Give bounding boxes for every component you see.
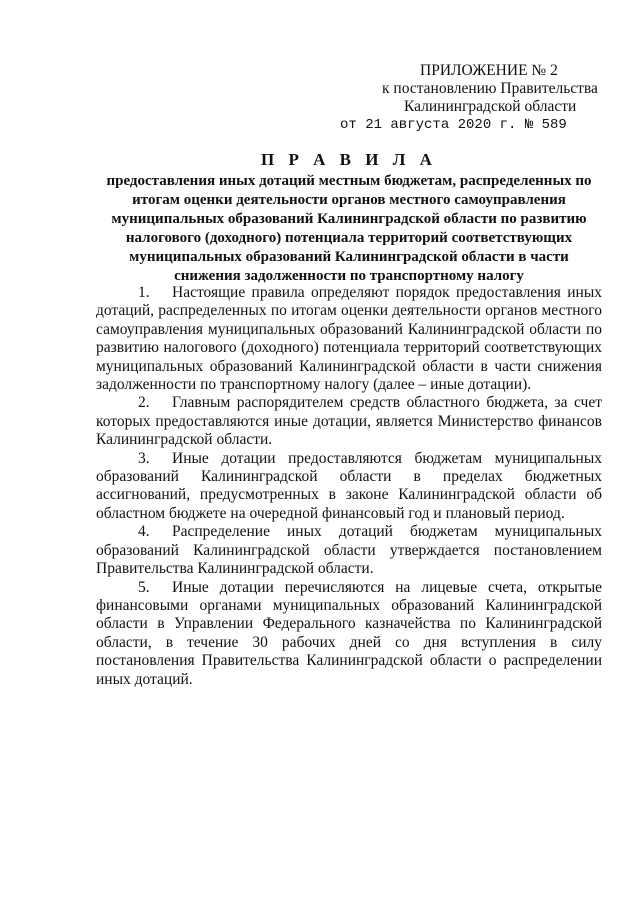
document-heading (96, 150, 602, 286)
document-title: П Р А В И Л А (261, 150, 437, 169)
item-text: Главным распорядителем средств областного бюджета, за счет которых предоставляются иные дотации, является Министерство финансов Калининградской области. (96, 394, 602, 449)
item-text: Иные дотации перечисляются на лицевые счета, открытые финансовыми органами муниципальных образований Калининградской области в Управлении Федерального казначейства по Калининградской области, в течение 30 рабочих дней со дня вступления в силу постановления Правительства Калининградской области о распределении иных дотаций. (96, 578, 602, 688)
appendix-date-number: от 21 августа 2020 г. № 589 (340, 117, 567, 133)
list-item (96, 523, 602, 578)
list-item (96, 450, 602, 524)
item-number: 2. (138, 394, 150, 412)
item-number: 1. (138, 284, 150, 301)
item-number: 3. (138, 449, 150, 467)
item-text: Настоящие правила определяют порядок предоставления иных дотаций, распределенных по итогам оценки деятельности органов местного самоуправления муниципальных образований Калининградской области по развитию налогового (доходного) потенциала территорий соответствующих муниципальных образований Калининградской области в части снижения задолженности по транспортному налогу (далее – иные дотации). (96, 284, 602, 394)
appendix-header (340, 62, 620, 134)
appendix-region: Калининградской области (404, 98, 577, 115)
item-text: Распределение иных дотаций бюджетам муниципальных образований Калининградской области утверждается постановлением Правительства Калининградской области. (96, 523, 602, 578)
item-number: 5. (138, 578, 150, 596)
appendix-title: ПРИЛОЖЕНИЕ № 2 (420, 62, 558, 79)
document-body (96, 284, 602, 689)
item-text: Иные дотации предоставляются бюджетам муниципальных образований Калининградской области в пределах бюджетных ассигнований, предусмотренных в законе Калининградской области об областном бюджете на очередной финансовый год и плановый период. (96, 449, 602, 522)
item-number: 4. (138, 523, 150, 541)
document-subtitle: предоставления иных дотаций местным бюджетам, распределенных по итогам оценки деятельности органов местного самоуправления муниципальных образований Калининградской области по развитию налогового (доходного) потенциала территорий соответствующих муниципальных образований Калининградской области в части снижения задолженности по транспортному налогу (106, 173, 592, 284)
appendix-decree-ref: к постановлению Правительства (382, 80, 598, 97)
list-item (96, 579, 602, 689)
list-item (96, 394, 602, 449)
list-item (96, 284, 602, 394)
